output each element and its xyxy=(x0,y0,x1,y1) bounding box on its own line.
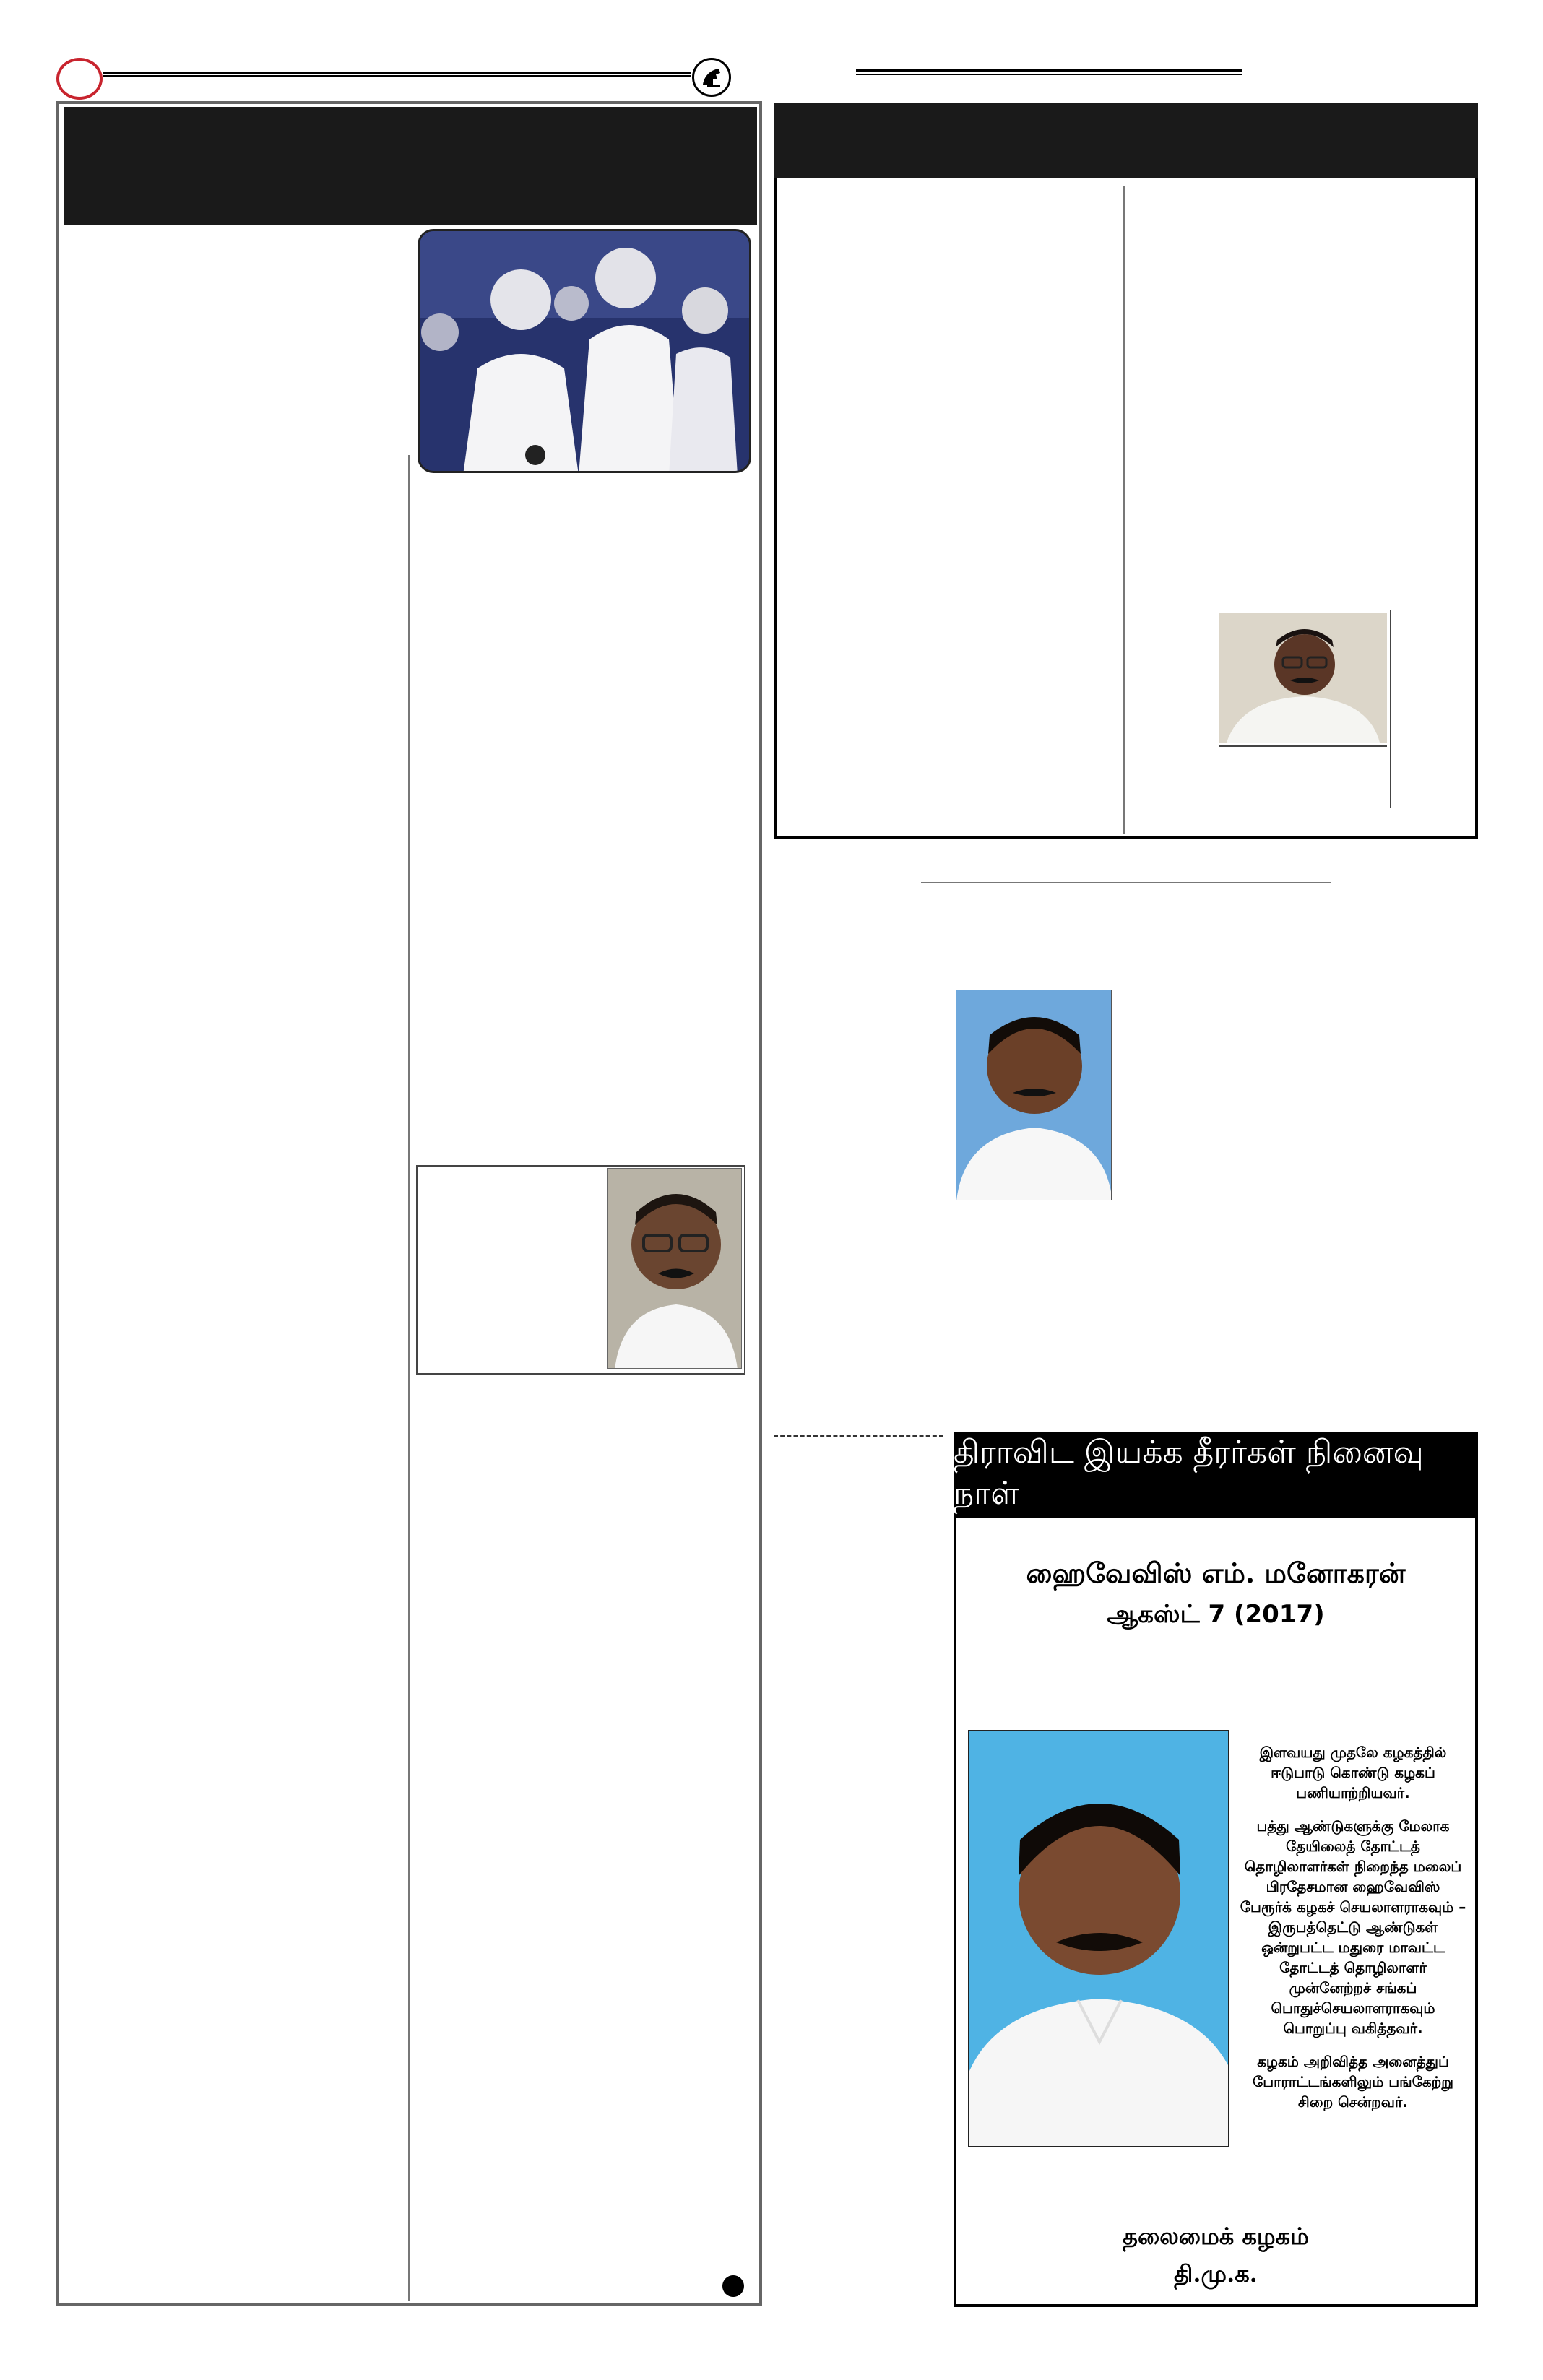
memorial-paragraph: பத்து ஆண்டுகளுக்கு மேலாக தேயிலைத் தோட்டத் தொழிலாளர்கள் நிறைந்த மலைப் பிரதேசமான ஹைவேவிஸ் பேரூர்க் கழகச் செயலாளராகவும் – இருபத்தெட்டு ஆண்டுகள் ஒன்றுபட்ட மதுரை மாவட்ட தோட்டத் தொழிலாளர் முன்னேற்றச் சங்கப் பொதுச்செயலாளராகவும் பொறுப்பு வகித்தவர். xyxy=(1240,1817,1466,2037)
memorial-footer xyxy=(956,2217,1475,2293)
seated-man-photo xyxy=(1219,613,1387,743)
group-photo xyxy=(418,229,751,473)
photo-caption-rule xyxy=(1219,745,1387,747)
memorial-footer-party: தி.மு.க. xyxy=(1174,2260,1258,2288)
memorial-footer-org: தலைமைக் கழகம் xyxy=(1123,2223,1309,2250)
memorial-date: ஆகஸ்ட் 7 (2017) xyxy=(1107,1600,1325,1629)
column-divider xyxy=(408,455,410,2301)
memorial-paragraph: கழகம் அறிவித்த அனைத்துப் போராட்டங்களிலும் பங்கேற்று சிறை சென்றவர். xyxy=(1253,2053,1453,2111)
right-article-banner xyxy=(774,103,1478,178)
memorial-person-name: ஹைவேவிஸ் எம். மனோகரன் xyxy=(1026,1557,1406,1589)
emblem-icon xyxy=(692,58,731,97)
memorial-paragraph: இளவயது முதலே கழகத்தில் ஈடுபாடு கொண்டு கழகப் பணியாற்றியவர். xyxy=(1259,1744,1447,1801)
man-portrait-photo xyxy=(956,990,1112,1200)
section-rule xyxy=(921,882,1331,883)
end-bullet xyxy=(722,2275,744,2297)
left-article-banner xyxy=(64,107,757,225)
memorial-heading: திராவிட இயக்க தீரர்கள் நினைவு நாள் xyxy=(954,1432,1478,1518)
header-rule-right xyxy=(856,69,1242,75)
column-divider-right xyxy=(1123,186,1125,834)
man-with-glasses-photo xyxy=(607,1168,742,1369)
header-rule-left xyxy=(103,72,691,77)
page-marker-circle xyxy=(56,58,103,100)
memorial-portrait-photo xyxy=(968,1730,1229,2147)
memorial-description xyxy=(1238,1742,1468,2125)
dashed-separator xyxy=(774,1435,943,1437)
